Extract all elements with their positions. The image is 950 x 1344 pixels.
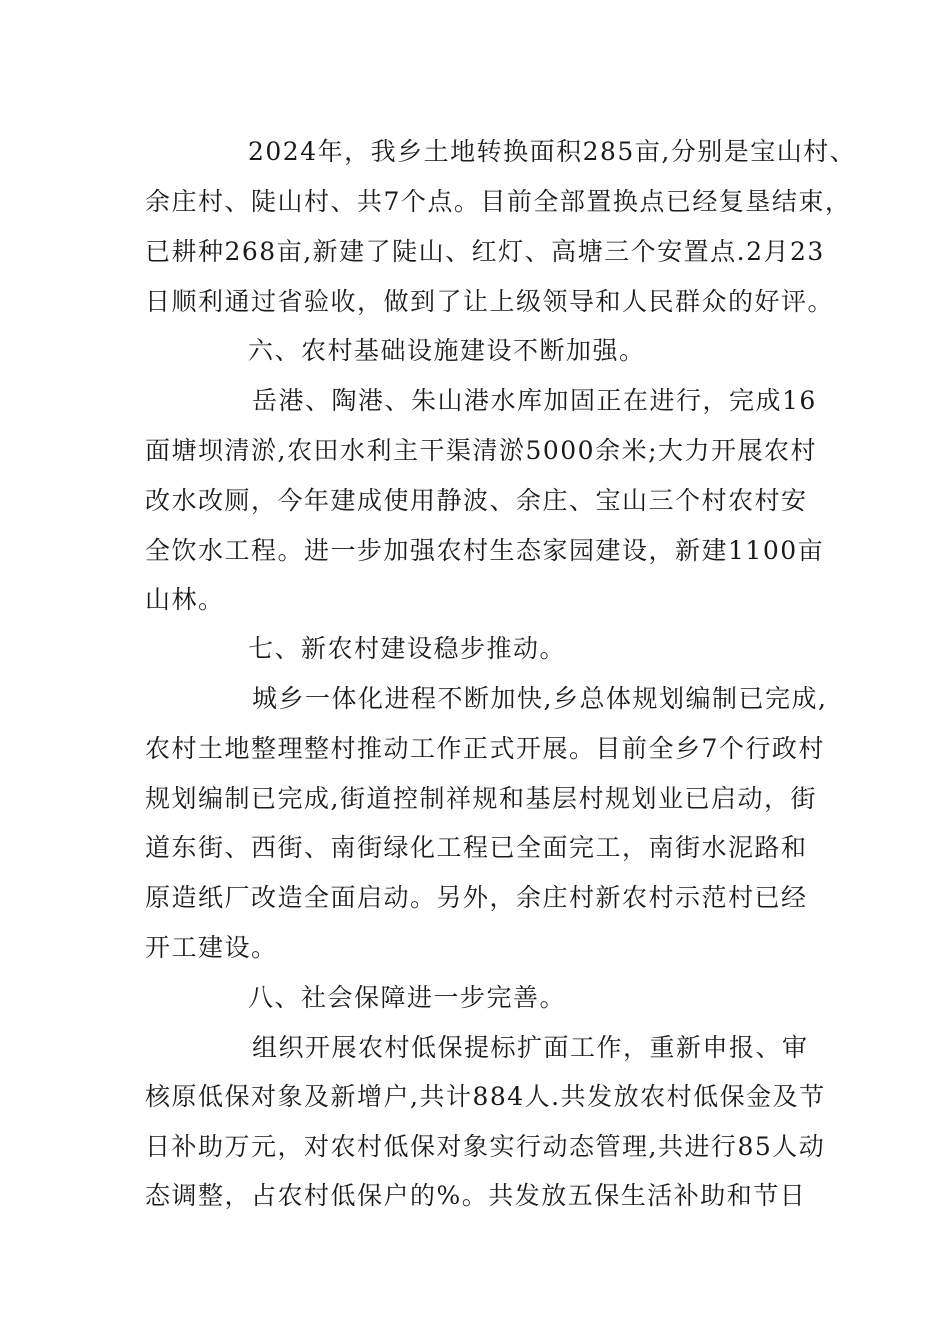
text-line: 农村土地整理整村推动工作正式开展。目前全乡7个行政村 [145, 734, 825, 763]
text-line: 日补助万元，对农村低保对象实行动态管理,共进行85人动 [145, 1132, 826, 1161]
section-heading: 八、社会保障进一步完善。 [248, 983, 567, 1012]
text-line: 岳港、陶港、朱山港水库加固正在进行，完成16 [252, 386, 817, 415]
text-line: 全饮水工程。进一步加强农村生态家园建设，新建1100亩 [145, 536, 825, 565]
text-line: 改水改厕，今年建成使用静波、余庄、宝山三个村农村安 [145, 486, 808, 515]
text-line: 原造纸厂改造全面启动。另外，余庄村新农村示范村已经 [145, 883, 808, 912]
text-line: 开工建设。 [145, 933, 278, 962]
text-line: 2024年，我乡土地转换面积285亩,分别是宝山村、 [248, 137, 857, 166]
text-line: 面塘坝清淤,农田水利主干渠清淤5000余米;大力开展农村 [145, 436, 817, 465]
text-line: 山林。 [145, 585, 225, 614]
text-line: 道东街、西街、南街绿化工程已全面完工，南街水泥路和 [145, 833, 808, 862]
section-heading: 七、新农村建设稳步推动。 [248, 634, 567, 663]
text-line: 日顺利通过省验收，做到了让上级领导和人民群众的好评。 [145, 287, 835, 316]
text-line: 核原低保对象及新增户,共计884人.共发放农村低保金及节 [145, 1082, 826, 1111]
text-line: 态调整，占农村低保户的%。共发放五保生活补助和节日 [145, 1181, 807, 1210]
text-line: 组织开展农村低保提标扩面工作，重新申报、审 [252, 1033, 809, 1062]
text-line: 规划编制已完成,街道控制祥规和基层村规划业已启动，街 [145, 784, 817, 813]
text-line: 城乡一体化进程不断加快,乡总体规划编制已完成, [252, 684, 828, 713]
section-heading: 六、农村基础设施建设不断加强。 [248, 336, 646, 365]
text-line: 已耕种268亩,新建了陡山、红灯、高塘三个安置点.2月23 [145, 237, 825, 266]
text-line: 余庄村、陡山村、共7个点。目前全部置换点已经复垦结束， [145, 187, 852, 216]
